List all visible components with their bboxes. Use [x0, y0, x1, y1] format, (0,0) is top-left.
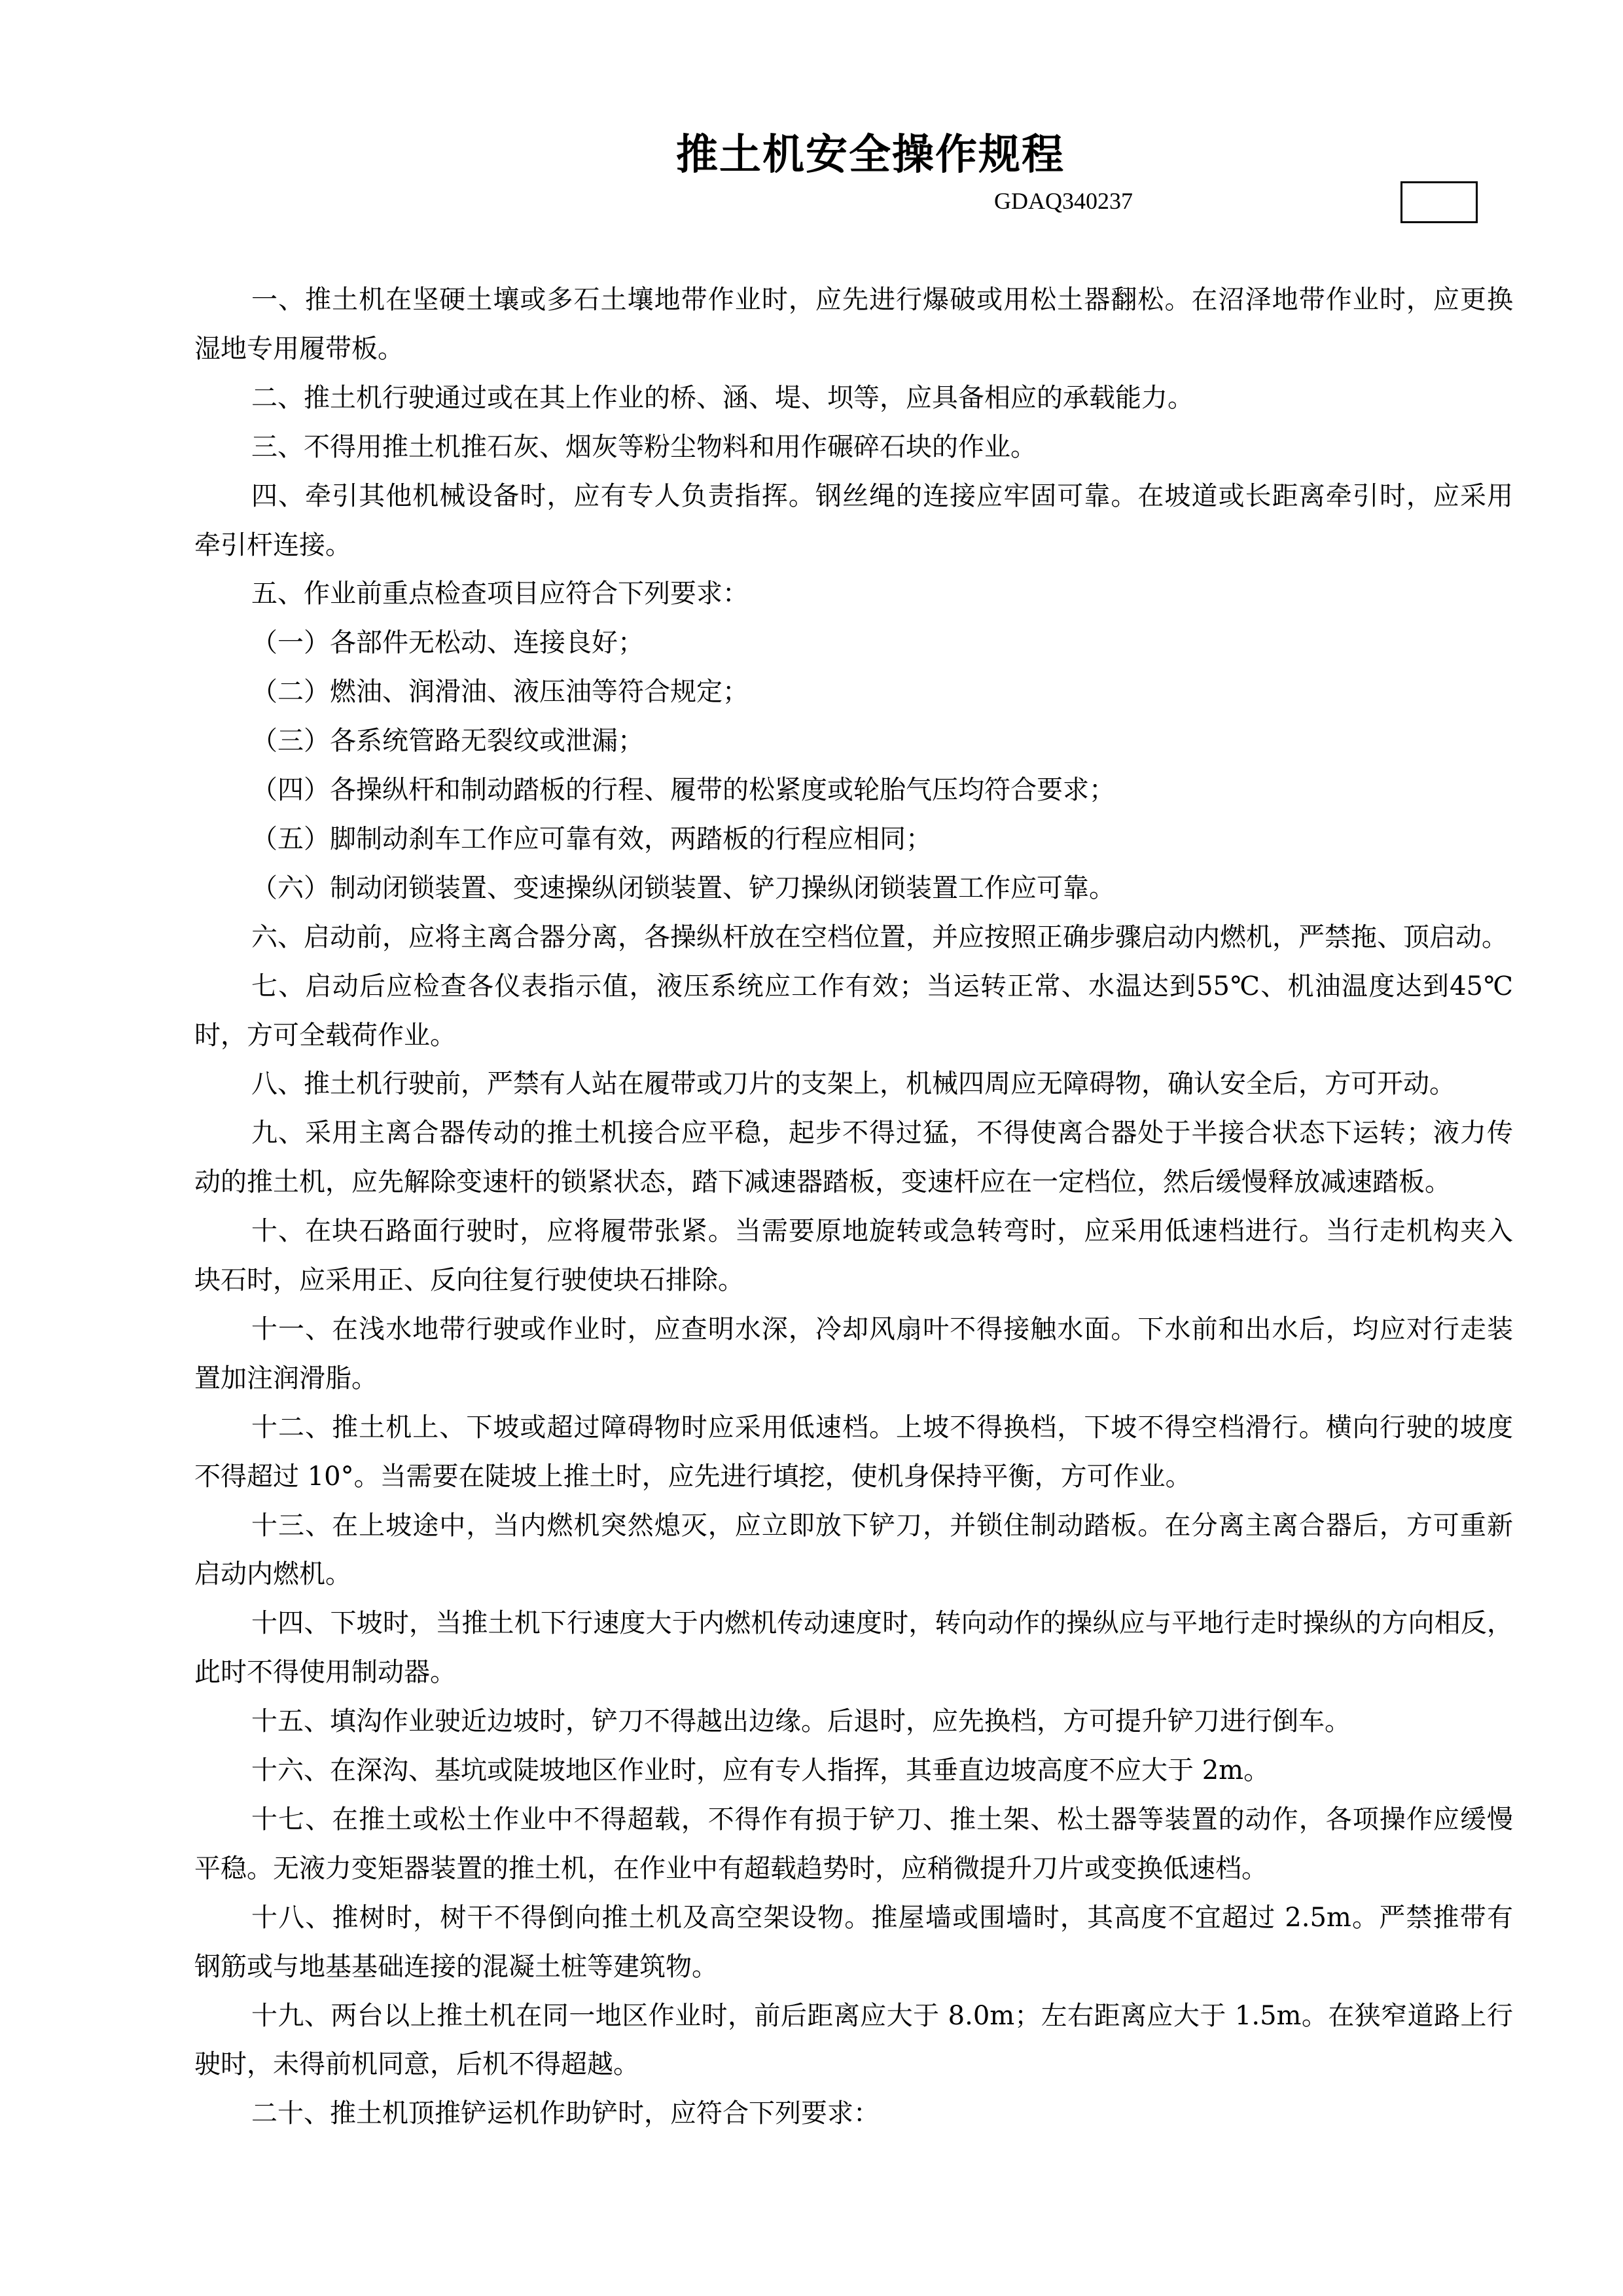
paragraph-line: 十七、在推土或松土作业中不得超载，不得作有损于铲刀、推土架、松土器等装置的动作，各项操作应缓慢 [251, 1804, 1513, 1835]
paragraph-line: 七、启动后应检查各仪表指示值，液压系统应工作有效；当运转正常、水温达到55℃、机油温度达到45℃ [251, 971, 1513, 1001]
paragraph-line: 四、牵引其他机械设备时，应有专人负责指挥。钢丝绳的连接应牢固可靠。在坡道或长距离牵引时，应采用 [251, 480, 1513, 511]
paragraph-line: 六、启动前，应将主离合器分离，各操纵杆放在空档位置，并应按照正确步骤启动内燃机，严禁拖、顶启动。 [251, 922, 1508, 952]
paragraph-line: （一）各部件无松动、连接良好； [251, 628, 644, 658]
paragraph-continuation-line: 驶时，未得前机同意，后机不得超越。 [194, 2049, 639, 2080]
paragraph-line: （五）脚制动刹车工作应可靠有效，两踏板的行程应相同； [251, 823, 932, 854]
paragraph-line: 九、采用主离合器传动的推土机接合应平稳，起步不得过猛，不得使离合器处于半接合状态下运转；液力传 [251, 1118, 1513, 1149]
paragraph-line: 十一、在浅水地带行驶或作业时，应查明水深，冷却风扇叶不得接触水面。下水前和出水后，均应对行走装 [251, 1314, 1513, 1344]
paragraph-line: 十九、两台以上推土机在同一地区作业时，前后距离应大于 8.0m；左右距离应大于 1.5m。在狭窄道路上行 [251, 2000, 1513, 2031]
paragraph-line: 八、推土机行驶前，严禁有人站在履带或刀片的支架上，机械四周应无障碍物，确认安全后，方可开动。 [251, 1069, 1455, 1100]
paragraph-continuation-line: 平稳。无液力变矩器装置的推土机，在作业中有超载趋势时，应稍微提升刀片或变换低速档。 [194, 1853, 1268, 1884]
paragraph-line: （二）燃油、润滑油、液压油等符合规定； [251, 677, 749, 708]
paragraph-continuation-line: 此时不得使用制动器。 [194, 1657, 456, 1688]
paragraph-continuation-line: 钢筋或与地基基础连接的混凝土桩等建筑物。 [194, 1951, 718, 1982]
paragraph-line: 二十、推土机顶推铲运机作助铲时，应符合下列要求： [251, 2098, 880, 2129]
paragraph-continuation-line: 湿地专用履带板。 [194, 333, 404, 364]
paragraph-continuation-line: 动的推土机，应先解除变速杆的锁紧状态，踏下减速器踏板，变速杆应在一定档位，然后缓慢释放减速踏板。 [194, 1167, 1451, 1198]
paragraph-line: 十二、推土机上、下坡或超过障碍物时应采用低速档。上坡不得换档，下坡不得空档滑行。横向行驶的坡度 [251, 1412, 1513, 1443]
paragraph-line: （四）各操纵杆和制动踏板的行程、履带的松紧度或轮胎气压均符合要求； [251, 775, 1115, 805]
paragraph-line: 十五、填沟作业驶近边坡时，铲刀不得越出边缘。后退时，应先换档，方可提升铲刀进行倒车。 [251, 1706, 1351, 1737]
paragraph-line: 一、推土机在坚硬土壤或多石土壤地带作业时，应先进行爆破或用松土器翻松。在沼泽地带作业时，应更换 [251, 285, 1513, 315]
paragraph-continuation-line: 时，方可全载荷作业。 [194, 1020, 456, 1050]
paragraph-line: 十、在块石路面行驶时，应将履带张紧。当需要原地旋转或急转弯时，应采用低速档进行。当行走机构夹入 [251, 1216, 1513, 1247]
document-title: 推土机安全操作规程 [676, 131, 1065, 179]
paragraph-continuation-line: 启动内燃机。 [194, 1559, 351, 1590]
paragraph-continuation-line: 不得超过 10°。当需要在陡坡上推土时，应先进行填挖，使机身保持平衡，方可作业。 [194, 1461, 1192, 1492]
paragraph-line: 五、作业前重点检查项目应符合下列要求： [251, 579, 749, 609]
paragraph-line: 十四、下坡时，当推土机下行速度大于内燃机传动速度时，转向动作的操纵应与平地行走时操纵的方向相反， [251, 1608, 1513, 1639]
paragraph-line: 二、推土机行驶通过或在其上作业的桥、涵、堤、坝等，应具备相应的承载能力。 [251, 382, 1194, 413]
paragraph-line: （三）各系统管路无裂纹或泄漏； [251, 726, 644, 757]
paragraph-line: （六）制动闭锁装置、变速操纵闭锁装置、铲刀操纵闭锁装置工作应可靠。 [251, 872, 1115, 903]
paragraph-line: 三、不得用推土机推石灰、烟灰等粉尘物料和用作碾碎石块的作业。 [251, 431, 1037, 462]
paragraph-line: 十三、在上坡途中，当内燃机突然熄灭，应立即放下铲刀，并锁住制动踏板。在分离主离合器后，方可重新 [251, 1510, 1513, 1541]
paragraph-line: 十八、推树时，树干不得倒向推土机及高空架设物。推屋墙或围墙时，其高度不宜超过 2.5m。严禁推带有 [251, 1902, 1513, 1933]
paragraph-line: 十六、在深沟、基坑或陡坡地区作业时，应有专人指挥，其垂直边坡高度不应大于 2m。 [251, 1755, 1270, 1785]
document-code: GDAQ340237 [994, 188, 1133, 214]
paragraph-continuation-line: 置加注润滑脂。 [194, 1363, 378, 1393]
paragraph-continuation-line: 牵引杆连接。 [194, 529, 351, 560]
paragraph-continuation-line: 块石时，应采用正、反向往复行驶使块石排除。 [194, 1265, 744, 1295]
blank-box [1400, 181, 1478, 223]
